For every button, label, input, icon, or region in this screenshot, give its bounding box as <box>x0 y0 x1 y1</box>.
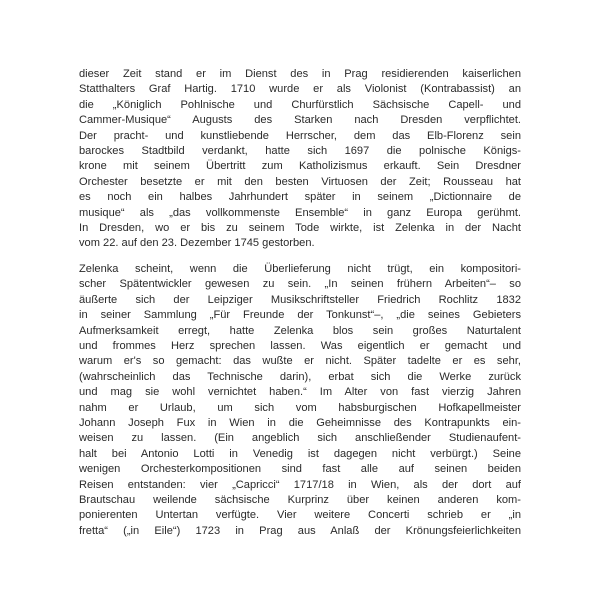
text-line: Orchester besetzte er mit den besten Virtuosen der Zeit; Rousseau hat <box>79 175 521 188</box>
text-line: dieser Zeit stand er im Dienst des in Prag residierenden kaiserlichen <box>79 68 521 80</box>
text-line: halt bei Antonio Lotti in Venedig ist dagegen nicht verbürgt.) Seine <box>79 447 521 460</box>
paragraph-1 <box>79 67 521 252</box>
document-page <box>79 67 521 539</box>
text-line: ponierenten Untertan verfügte. Vier weitere Concerti schrieb er „in <box>79 509 521 522</box>
text-line: Zelenka scheint, wenn die Überlieferung nicht trügt, ein kompositori- <box>79 262 521 275</box>
text-line: Cammer-Musique“ Augusts des Starken nach Dresden verpflichtet. <box>79 114 521 127</box>
text-line: und frommes Herz sprechen lassen. Was eigentlich er gemacht und <box>79 339 521 352</box>
text-line: nahm er Urlaub, um sich vom habsburgischen Hofkapellmeister <box>79 401 521 414</box>
text-line: fretta“ („in Eile“) 1723 in Prag aus Anlaß der Krönungsfeierlichkeiten <box>79 524 521 537</box>
text-line: scher Spätentwickler gewesen zu sein. „In seinen frühern Arbeiten“– so <box>79 278 521 291</box>
text-line: krone mit seinem Übertritt zum Katholizismus erkauft. Sein Dresdner <box>79 160 521 173</box>
text-line: es noch ein halbes Jahrhundert später in seinem „Dictionnaire de <box>79 191 521 204</box>
text-line: musique“ als „das vollkommenste Ensemble“ in ganz Europa gerühmt. <box>79 206 521 219</box>
text-line: barockes Stadtbild verdankt, hatte sich 1697 die polnische Königs- <box>79 145 521 158</box>
text-line: die „Königlich Pohlnische und Churfürstlich Sächsische Capell- und <box>79 98 521 111</box>
text-line: und mag sie wohl vernichtet haben.“ Im Alter von fast vierzig Jahren <box>79 386 521 399</box>
text-line: in seiner Sammlung „Für Freunde der Tonkunst“–, „die seines Gebieters <box>79 309 521 322</box>
text-line: Reisen entstanden: vier „Capricci“ 1717/18 in Wien, als der dort auf <box>79 478 521 491</box>
text-line: äußerte sich der Leipziger Musikschriftsteller Friedrich Rochlitz 1832 <box>79 293 521 306</box>
text-line: Johann Joseph Fux in Wien in die Geheimnisse des Kontrapunkts ein- <box>79 416 521 429</box>
text-line: Der pracht- und kunstliebende Herrscher, dem das Elb-Florenz sein <box>79 129 521 142</box>
text-line: Statthalters Graf Hartig. 1710 wurde er als Violonist (Kontrabassist) an <box>79 83 521 96</box>
text-line: weisen zu lassen. (Ein angeblich sich anschließender Studienaufent- <box>79 432 521 445</box>
text-line: Brautschau weilende sächsische Kurprinz über keinen anderen kom- <box>79 493 521 506</box>
text-line: In Dresden, wo er bis zu seinem Tode wirkte, ist Zelenka in der Nacht <box>79 222 521 235</box>
text-line: warum er's so gemacht: das wußte er nicht. Später tadelte er es sehr, <box>79 355 521 368</box>
text-line: vom 22. auf den 23. Dezember 1745 gestorben. <box>79 237 315 250</box>
text-line: wenigen Orchesterkompositionen sind fast alle auf seinen beiden <box>79 463 521 476</box>
text-line: Aufmerksamkeit erregt, hatte Zelenka blos sein großes Naturtalent <box>79 324 521 337</box>
paragraph-2 <box>79 262 521 539</box>
text-line: (wahrscheinlich das Technische darin), erbat sich die Werke zurück <box>79 370 521 383</box>
